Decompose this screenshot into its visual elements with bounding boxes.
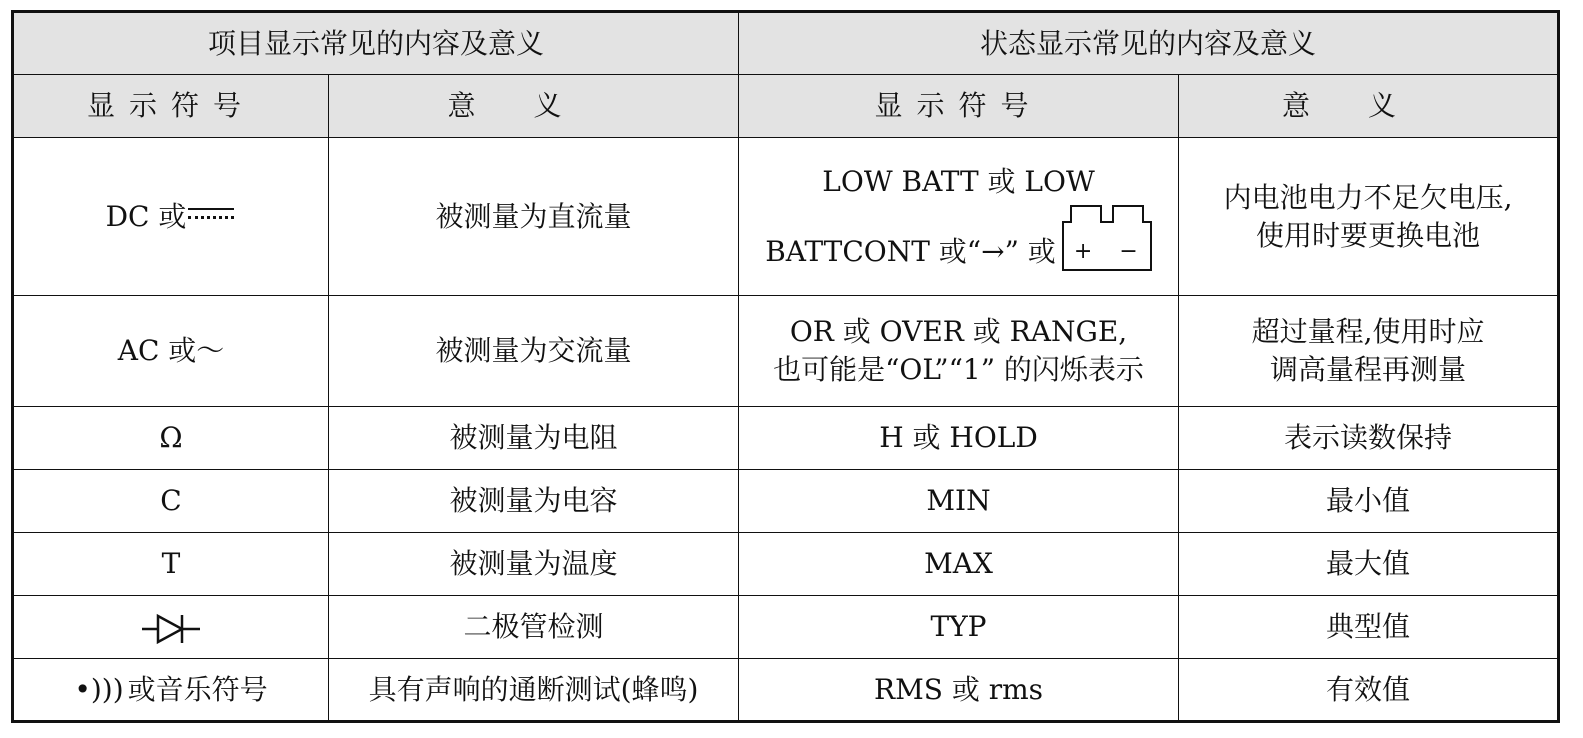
status-meaning-line1: 超过量程,使用时应 <box>1251 315 1485 348</box>
item-meaning-cell: 被测量为直流量 <box>329 138 739 296</box>
table-row <box>13 407 1559 470</box>
item-symbol-text: DC 或 <box>105 199 187 233</box>
status-meaning-line1: 内电池电力不足欠电压, <box>1223 180 1513 214</box>
item-symbol-cell <box>13 659 329 722</box>
status-meaning-cell: 有效值 <box>1179 659 1559 722</box>
col-header-symbol-left: 显示符号 <box>13 75 329 138</box>
group-header-row <box>13 12 1559 75</box>
status-symbol-cell: RMS 或 rms <box>739 659 1179 722</box>
status-meaning-cell <box>1179 138 1559 296</box>
table-row <box>13 138 1559 296</box>
table-row <box>13 596 1559 659</box>
status-meaning-cell: 最小值 <box>1179 470 1559 533</box>
battery-minus-sign: − <box>1119 238 1138 264</box>
table-row <box>13 296 1559 407</box>
col-header-meaning-right: 意义 <box>1179 75 1559 138</box>
column-header-row <box>13 75 1559 138</box>
item-symbol-cell: C <box>13 470 329 533</box>
status-symbol-cell <box>739 296 1179 407</box>
battery-terminal-left <box>1070 205 1102 223</box>
buzzer-sound-icon: •))) <box>74 672 124 706</box>
item-meaning-cell: 被测量为交流量 <box>329 296 739 407</box>
dc-symbol-icon <box>186 202 236 230</box>
status-symbol-cell: MIN <box>739 470 1179 533</box>
item-symbol-text: 或音乐符号 <box>127 672 268 706</box>
col-header-symbol-right: 显示符号 <box>739 75 1179 138</box>
multimeter-display-table <box>11 10 1560 723</box>
left-group-header: 项目显示常见的内容及意义 <box>13 12 739 75</box>
battery-plus-sign: + <box>1073 238 1093 264</box>
status-symbol-line2-group <box>765 201 1152 271</box>
battery-icon <box>1062 221 1152 271</box>
battery-terminal-right <box>1112 205 1144 223</box>
status-symbol-cell: H 或 HOLD <box>739 407 1179 470</box>
status-symbol-line2: 也可能是“OL”“1” 的闪烁表示 <box>773 353 1144 386</box>
status-symbol-line1: LOW BATT 或 LOW <box>822 164 1095 198</box>
status-meaning-cell: 最大值 <box>1179 533 1559 596</box>
table-row <box>13 533 1559 596</box>
status-symbol-line2: BATTCONT 或“→” 或 <box>765 234 1056 268</box>
item-meaning-cell: 二极管检测 <box>329 596 739 659</box>
status-meaning-cell: 典型值 <box>1179 596 1559 659</box>
status-symbol-line1: OR 或 OVER 或 RANGE, <box>789 315 1128 348</box>
status-symbol-cell: TYP <box>739 596 1179 659</box>
item-symbol-cell: T <box>13 533 329 596</box>
status-meaning-cell <box>1179 296 1559 407</box>
item-meaning-cell: 具有声响的通断测试(蜂鸣) <box>329 659 739 722</box>
item-symbol-cell <box>13 596 329 659</box>
item-meaning-cell: 被测量为电容 <box>329 470 739 533</box>
col-header-meaning-left: 意义 <box>329 75 739 138</box>
item-meaning-cell: 被测量为电阻 <box>329 407 739 470</box>
table-row <box>13 470 1559 533</box>
status-symbol-cell <box>739 138 1179 296</box>
item-meaning-cell: 被测量为温度 <box>329 533 739 596</box>
status-meaning-line2: 调高量程再测量 <box>1270 353 1467 386</box>
item-symbol-cell: AC 或～ <box>13 296 329 407</box>
status-meaning-line2: 使用时要更换电池 <box>1256 218 1481 252</box>
status-meaning-cell: 表示读数保持 <box>1179 407 1559 470</box>
diode-icon <box>140 612 202 646</box>
beep-symbol-group <box>74 671 267 709</box>
right-group-header: 状态显示常见的内容及意义 <box>739 12 1559 75</box>
item-symbol-cell <box>13 138 329 296</box>
status-symbol-cell: MAX <box>739 533 1179 596</box>
item-symbol-cell: Ω <box>13 407 329 470</box>
table-row <box>13 659 1559 722</box>
